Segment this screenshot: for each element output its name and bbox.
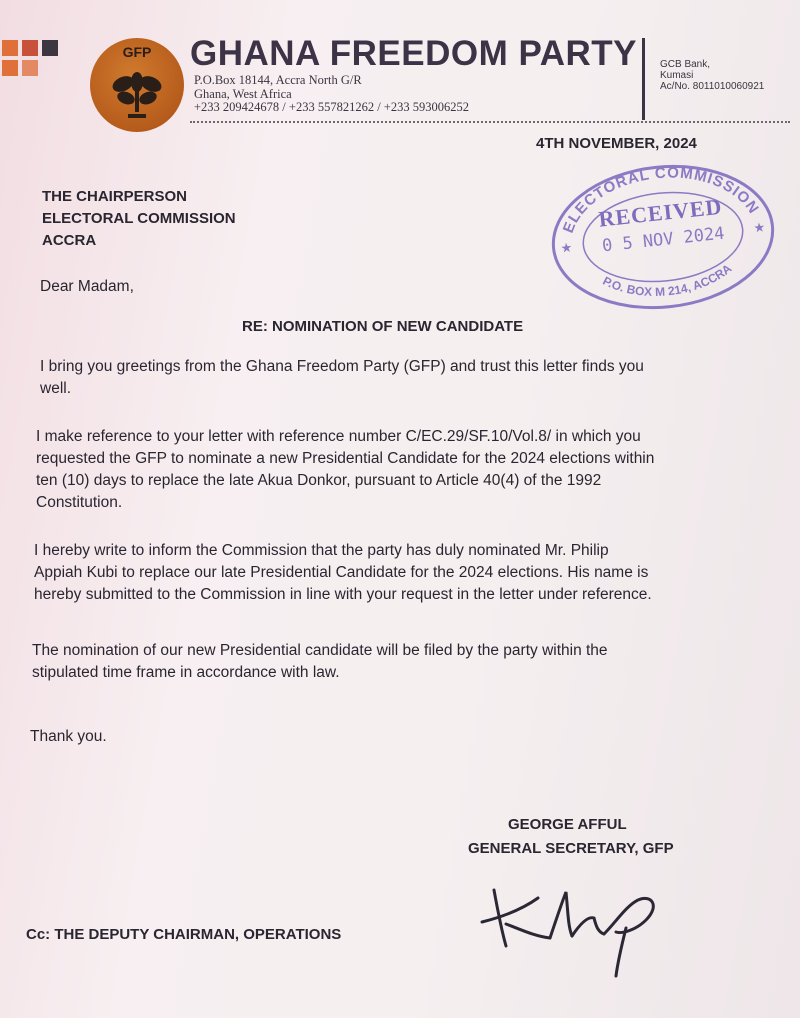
party-logo (90, 38, 184, 132)
received-stamp (541, 150, 785, 323)
salutation: Dear Madam, (40, 278, 134, 295)
paragraph-4-line-2: stipulated time frame in accordance with law. (32, 664, 340, 681)
signatory-name: GEORGE AFFUL (508, 816, 627, 833)
paragraph-3-line-2: Appiah Kubi to replace our late Presidential Candidate for the 2024 elections. His name is (34, 564, 649, 581)
corner-squares-decoration (2, 40, 58, 88)
recipient-line-3: ACCRA (42, 232, 97, 249)
address-line-1: P.O.Box 18144, Accra North G/R (194, 73, 362, 87)
bank-line-2: Kumasi (660, 70, 694, 81)
cc-line: Cc: THE DEPUTY CHAIRMAN, OPERATIONS (26, 926, 342, 943)
party-name: GHANA FREEDOM PARTY (190, 34, 637, 73)
paragraph-2-line-2: requested the GFP to nominate a new Presidential Candidate for the 2024 elections within (36, 450, 655, 467)
stamp-star-right-icon: ★ (752, 219, 766, 236)
stamp-top-text: ELECTORAL COMMISSION (559, 164, 763, 236)
paragraph-2-line-4: Constitution. (36, 494, 123, 511)
address-line-2: Ghana, West Africa (194, 87, 292, 101)
stamp-received-label: RECEIVED (597, 193, 724, 232)
paragraph-1-line-2: well. (40, 380, 72, 397)
paragraph-4-line-1: The nomination of our new Presidential candidate will be filed by the party within the (32, 642, 608, 659)
closing: Thank you. (30, 728, 107, 745)
subject-line: RE: NOMINATION OF NEW CANDIDATE (242, 318, 524, 335)
logo-text: GFP (122, 44, 152, 60)
stamp-star-left-icon: ★ (559, 239, 573, 256)
stamp-date: 0 5 NOV 2024 (601, 223, 726, 257)
handwritten-signature (476, 872, 686, 982)
paragraph-2-line-3: ten (10) days to replace the late Akua Donkor, pursuant to Article 40(4) of the 1992 (36, 472, 602, 489)
signatory-title: GENERAL SECRETARY, GFP (468, 840, 674, 857)
paragraph-2-line-1: I make reference to your letter with reference number C/EC.29/SF.10/Vol.8/ in which you (36, 428, 641, 445)
bank-account: Ac/No. 8011010060921 (660, 81, 765, 92)
paragraph-1-line-1: I bring you greetings from the Ghana Freedom Party (GFP) and trust this letter finds you (40, 358, 644, 375)
header-divider (642, 38, 645, 120)
paragraph-3-line-1: I hereby write to inform the Commission that the party has duly nominated Mr. Philip (34, 542, 609, 559)
phone-numbers: +233 209424678 / +233 557821262 / +233 593006252 (194, 100, 469, 114)
paragraph-3-line-3: hereby submitted to the Commission in line with your request in the letter under reference. (34, 586, 652, 603)
recipient-line-1: THE CHAIRPERSON (42, 188, 188, 205)
letter-date: 4TH NOVEMBER, 2024 (536, 135, 697, 152)
bank-line-1: GCB Bank, (660, 59, 711, 70)
recipient-line-2: ELECTORAL COMMISSION (42, 210, 236, 227)
stamp-bottom-text: P.O. BOX M 214, ACCRA (600, 261, 735, 300)
header-rule (190, 121, 790, 123)
